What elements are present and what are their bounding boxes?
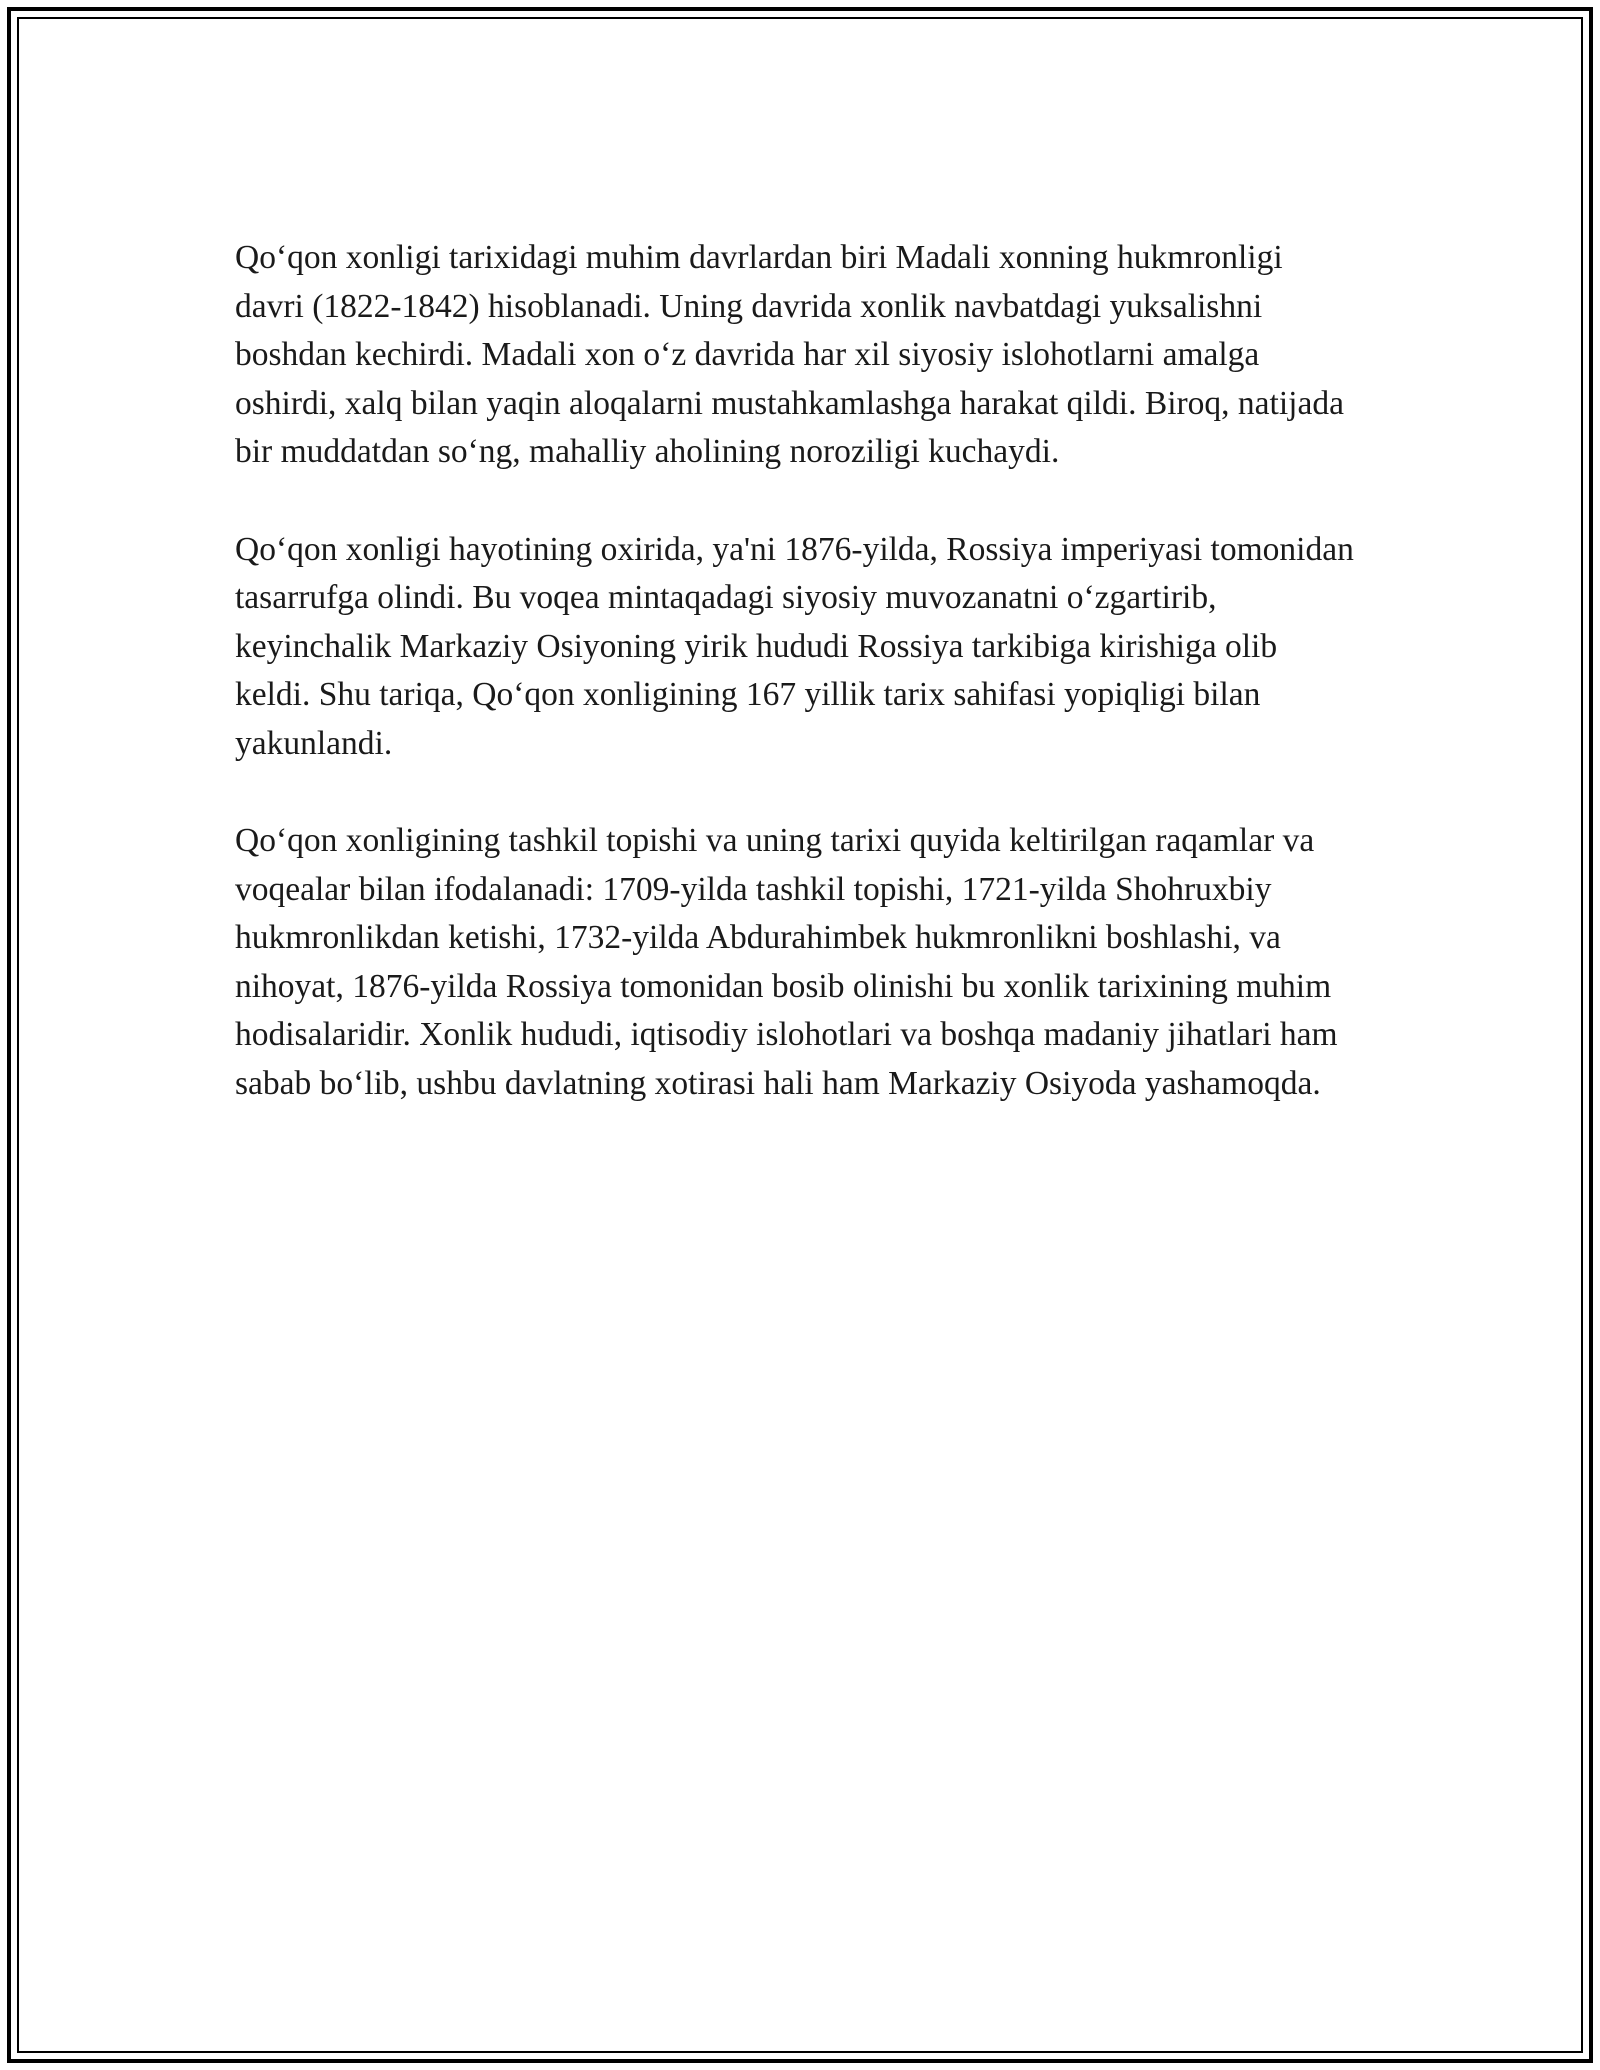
paragraph-madali-xon: Qo‘qon xonligi tarixidagi muhim davrlardan biri Madali xonning hukmronligi davri (1822-1842) hisoblanadi. Uning davrida xonlik navbatdagi yuksalishni boshdan kechirdi. Madali xon o‘z davrida har xil siyosiy islohotlarni amalga oshirdi, xalq bilan yaqin aloqalarni mustahkamlashga harakat qildi. Biroq, natijada bir muddatdan so‘ng, mahalliy aholining noroziligi kuchaydi.: [235, 239, 1344, 470]
document-body: [235, 234, 1355, 1157]
paragraph-tarix-sanalari: Qo‘qon xonligining tashkil topishi va uning tarixi quyida keltirilgan raqamlar va voqealar bilan ifodalanadi: 1709-yilda tashkil topishi, 1721-yilda Shohruxbiy hukmronlikdan ketishi, 1732-yilda Abdurahimbek hukmronlikni boshlashi, va nihoyat, 1876-yilda Rossiya tomonidan bosib olinishi bu xonlik tarixining muhim hodisalaridir. Xonlik hududi, iqtisodiy islohotlari va boshqa madaniy jihatlari ham sabab bo‘lib, ushbu davlatning xotirasi hali ham Markaziy Osiyoda yashamoqda.: [235, 822, 1338, 1102]
paragraph-rossiya-1876: Qo‘qon xonligi hayotining oxirida, ya'ni 1876-yilda, Rossiya imperiyasi tomonidan tasarrufga olindi. Bu voqea mintaqadagi siyosiy muvozanatni o‘zgartirib, keyinchalik Markaziy Osiyoning yirik hududi Rossiya tarkibiga kirishiga olib keldi. Shu tariqa, Qo‘qon xonligining 167 yillik tarix sahifasi yopiqligi bilan yakunlandi.: [235, 530, 1354, 762]
